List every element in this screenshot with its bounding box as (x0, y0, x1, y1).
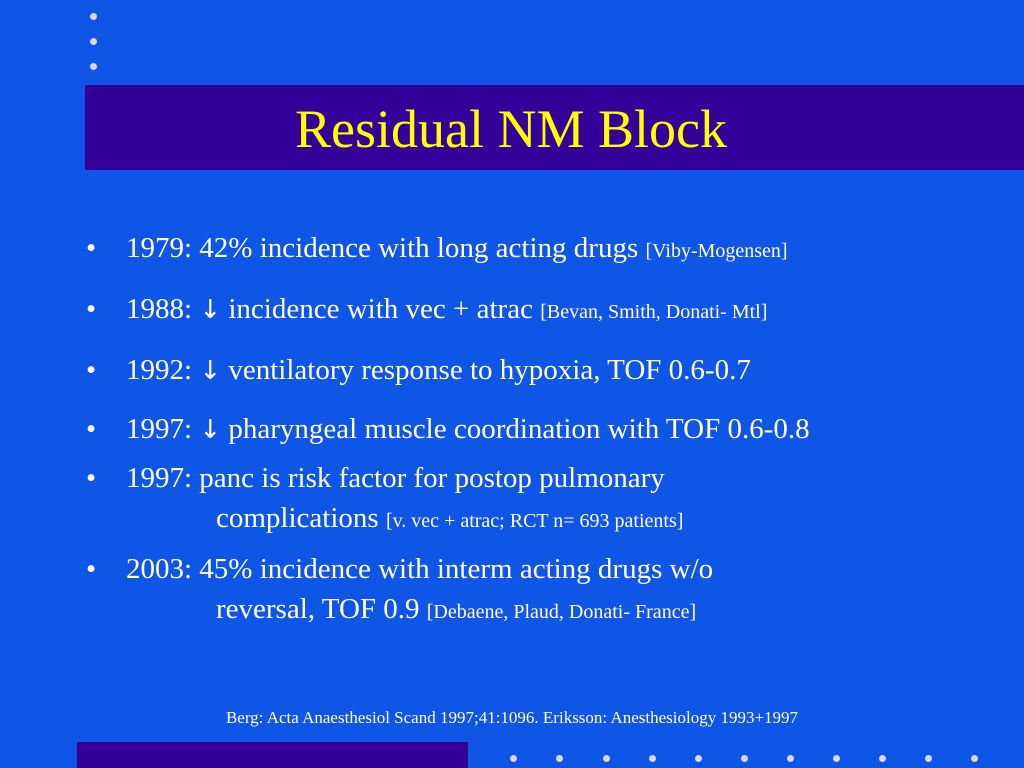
decor-dot (787, 755, 794, 762)
bullet-item (86, 458, 1006, 541)
bullet-item (86, 228, 1006, 271)
bullet-continuation (126, 589, 1006, 632)
bottom-accent-bar (77, 742, 468, 768)
decor-dot (90, 63, 97, 70)
bullet-mark: • (86, 413, 97, 445)
bullet-prefix: 1997: (126, 413, 193, 445)
bullet-prefix: 1992: (126, 354, 193, 386)
bullet-mark: • (86, 293, 97, 325)
bullet-ref: [Viby-Mogensen] (645, 240, 788, 262)
slide-title-text: Residual NM Block (295, 99, 727, 159)
bullet-text: 1997: panc is risk factor for postop pulmonary (126, 462, 665, 494)
down-arrow-icon: ↓ (199, 295, 222, 325)
decor-dot (90, 38, 97, 45)
bullet-prefix: 1988: (126, 293, 193, 325)
bullet-cont-text: complications (216, 502, 379, 534)
bullet-continuation (126, 498, 1006, 541)
decor-dot (925, 755, 932, 762)
decor-dot (971, 755, 978, 762)
bullet-text: incidence with vec + atrac (228, 293, 533, 325)
bullet-text: pharyngeal muscle coordination with TOF 0.6-0.8 (228, 413, 810, 445)
bullet-ref: [Bevan, Smith, Donati- Mtl] (540, 301, 768, 323)
bullet-cont-text: reversal, TOF 0.9 (216, 593, 420, 625)
bullet-text: 1979: 42% incidence with long acting drugs (126, 232, 639, 264)
slide-title (0, 99, 1024, 159)
decor-dot (556, 755, 563, 762)
down-arrow-icon: ↓ (199, 356, 222, 386)
bullet-mark: • (86, 232, 97, 264)
bullet-mark: • (86, 553, 97, 585)
decor-dot (603, 755, 610, 762)
bullet-ref: [v. vec + atrac; RCT n= 693 patients] (385, 510, 684, 532)
decor-dot (879, 755, 886, 762)
bullet-ref: [Debaene, Plaud, Donati- France] (426, 601, 697, 623)
down-arrow-icon: ↓ (199, 415, 222, 445)
bullet-mark: • (86, 462, 97, 494)
bullet-item (86, 289, 1006, 332)
bullet-item (86, 409, 1006, 450)
decor-dot (90, 13, 97, 20)
footer-citation: Berg: Acta Anaesthesiol Scand 1997;41:1096. Eriksson: Anesthesiology 1993+1997 (225, 708, 799, 727)
decor-dot (741, 755, 748, 762)
bullet-mark: • (86, 354, 97, 386)
decor-dot (833, 755, 840, 762)
decor-dot (649, 755, 656, 762)
bullet-text: ventilatory response to hypoxia, TOF 0.6-0.7 (228, 354, 751, 386)
bullet-item (86, 350, 1006, 391)
bullet-text: 2003: 45% incidence with interm acting drugs w/o (126, 553, 714, 585)
decor-dot (510, 755, 517, 762)
decor-dot (695, 755, 702, 762)
bullet-item (86, 549, 1006, 632)
bullet-list (86, 228, 1006, 632)
